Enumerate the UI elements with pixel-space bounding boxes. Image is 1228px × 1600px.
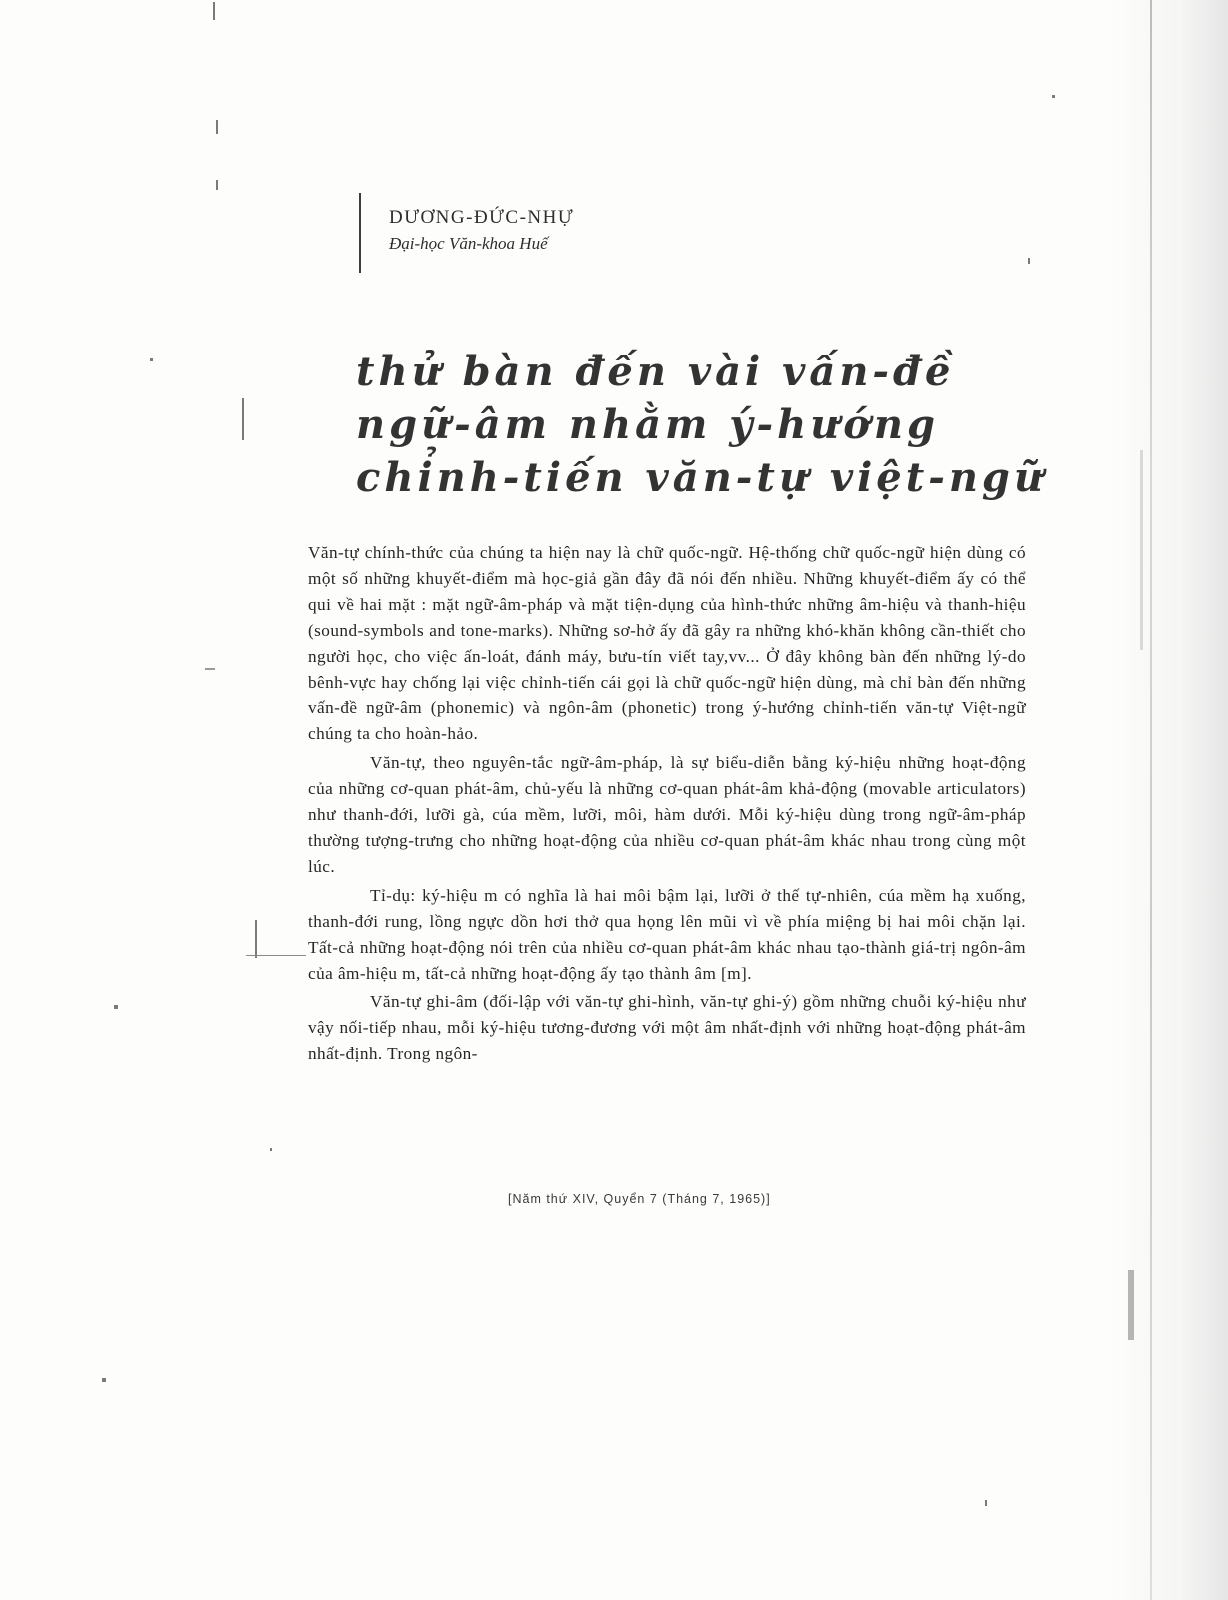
scan-artifact: [102, 1378, 106, 1382]
paragraph: Văn-tự, theo nguyên-tắc ngữ-âm-pháp, là sự biểu-diễn bằng ký-hiệu những hoạt-động của những cơ-quan phát-âm, chủ-yếu là những cơ-quan phát-âm khả-động (movable articulators) như thanh-đới, lưỡi gà, cúa mềm, lưỡi, môi, hàm dưới. Mỗi ký-hiệu dùng trong ngữ-âm-pháp thường tượng-trưng cho những hoạt-động của nhiều cơ-quan phát-âm khác nhau trong cùng một lúc.: [308, 753, 1026, 876]
title-line: thử bàn đến vài vấn-đề: [356, 348, 955, 395]
scan-artifact: [150, 358, 153, 361]
page-edge-line: [1140, 450, 1143, 650]
page-edge-shadow: [1108, 0, 1228, 1600]
author-affiliation: Đại-học Văn-khoa Huế: [389, 234, 548, 253]
scan-artifact: [114, 1005, 118, 1009]
paragraph: Văn-tự ghi-âm (đối-lập với văn-tự ghi-hình, văn-tự ghi-ý) gồm những chuỗi ký-hiệu như vậy nối-tiếp nhau, mỗi ký-hiệu tương-đương với một âm nhất-định với những hoạt-động phát-âm nhất-định. Trong ngôn-: [308, 992, 1026, 1064]
scan-artifact: [270, 1148, 272, 1151]
scan-artifact: [1028, 258, 1030, 264]
paragraph: Tỉ-dụ: ký-hiệu m có nghĩa là hai môi bậm lại, lưỡi ở thế tự-nhiên, cúa mềm hạ xuống, thanh-đới rung, lồng ngực dồn hơi thở qua họng lên mũi vì về phía miệng bị hai môi chặn lại. Tất-cả những hoạt-động nói trên của nhiều cơ-quan phát-âm khác nhau tạo-thành giá-trị ngôn-âm của âm-hiệu m, tất-cả những hoạt-động ấy tạo thành âm [m].: [308, 885, 1026, 983]
title-line: chỉnh-tiến văn-tự việt-ngữ: [356, 454, 1047, 501]
page-edge-line: [1150, 0, 1152, 1600]
scan-artifact: [216, 180, 218, 190]
author-name: DƯƠNG-ĐỨC-NHỰ: [389, 207, 575, 228]
paragraph: Văn-tự chính-thức của chúng ta hiện nay là chữ quốc-ngữ. Hệ-thống chữ quốc-ngữ hiện dùng có một số những khuyết-điểm mà học-giả gần đây đã nói đến nhiều. Những khuyết-điểm ấy có thể qui về hai mặt : mặt ngữ-âm-pháp và mặt tiện-dụng của hình-thức những âm-hiệu và thanh-hiệu (sound-symbols and tone-marks). Những sơ-hở ấy đã gây ra những khó-khăn không cần-thiết cho người học, cho việc ấn-loát, đánh máy, bưu-tín viết tay,vv... Ở đây không bàn đến những lý-do bênh-vực hay chống lại việc chỉnh-tiến cái gọi là chữ quốc-ngữ hiện dùng, mà chỉ bàn đến những vấn-đề ngữ-âm (phonemic) và ngôn-âm (phonetic) trong ý-hướng chỉnh-tiến văn-tự Việt-ngữ chúng ta cho hoàn-hảo.: [308, 543, 1026, 744]
title-line: ngữ-âm nhằm ý-hướng: [356, 401, 939, 448]
scan-artifact: [255, 920, 257, 958]
scan-artifact: [1052, 95, 1055, 98]
scan-artifact: [985, 1500, 987, 1506]
scan-artifact: [1128, 1270, 1134, 1340]
scan-artifact: [246, 955, 306, 956]
issue-footer: [Năm thứ XIV, Quyển 7 (Tháng 7, 1965)]: [508, 1192, 771, 1206]
article-title: [356, 345, 1047, 504]
author-block: [389, 205, 574, 257]
scan-artifact: [216, 120, 218, 134]
author-rule: [359, 193, 361, 273]
scan-artifact: [205, 668, 215, 670]
scan-artifact: [242, 398, 244, 440]
scan-artifact: [213, 2, 215, 20]
article-body: [308, 540, 1026, 1070]
